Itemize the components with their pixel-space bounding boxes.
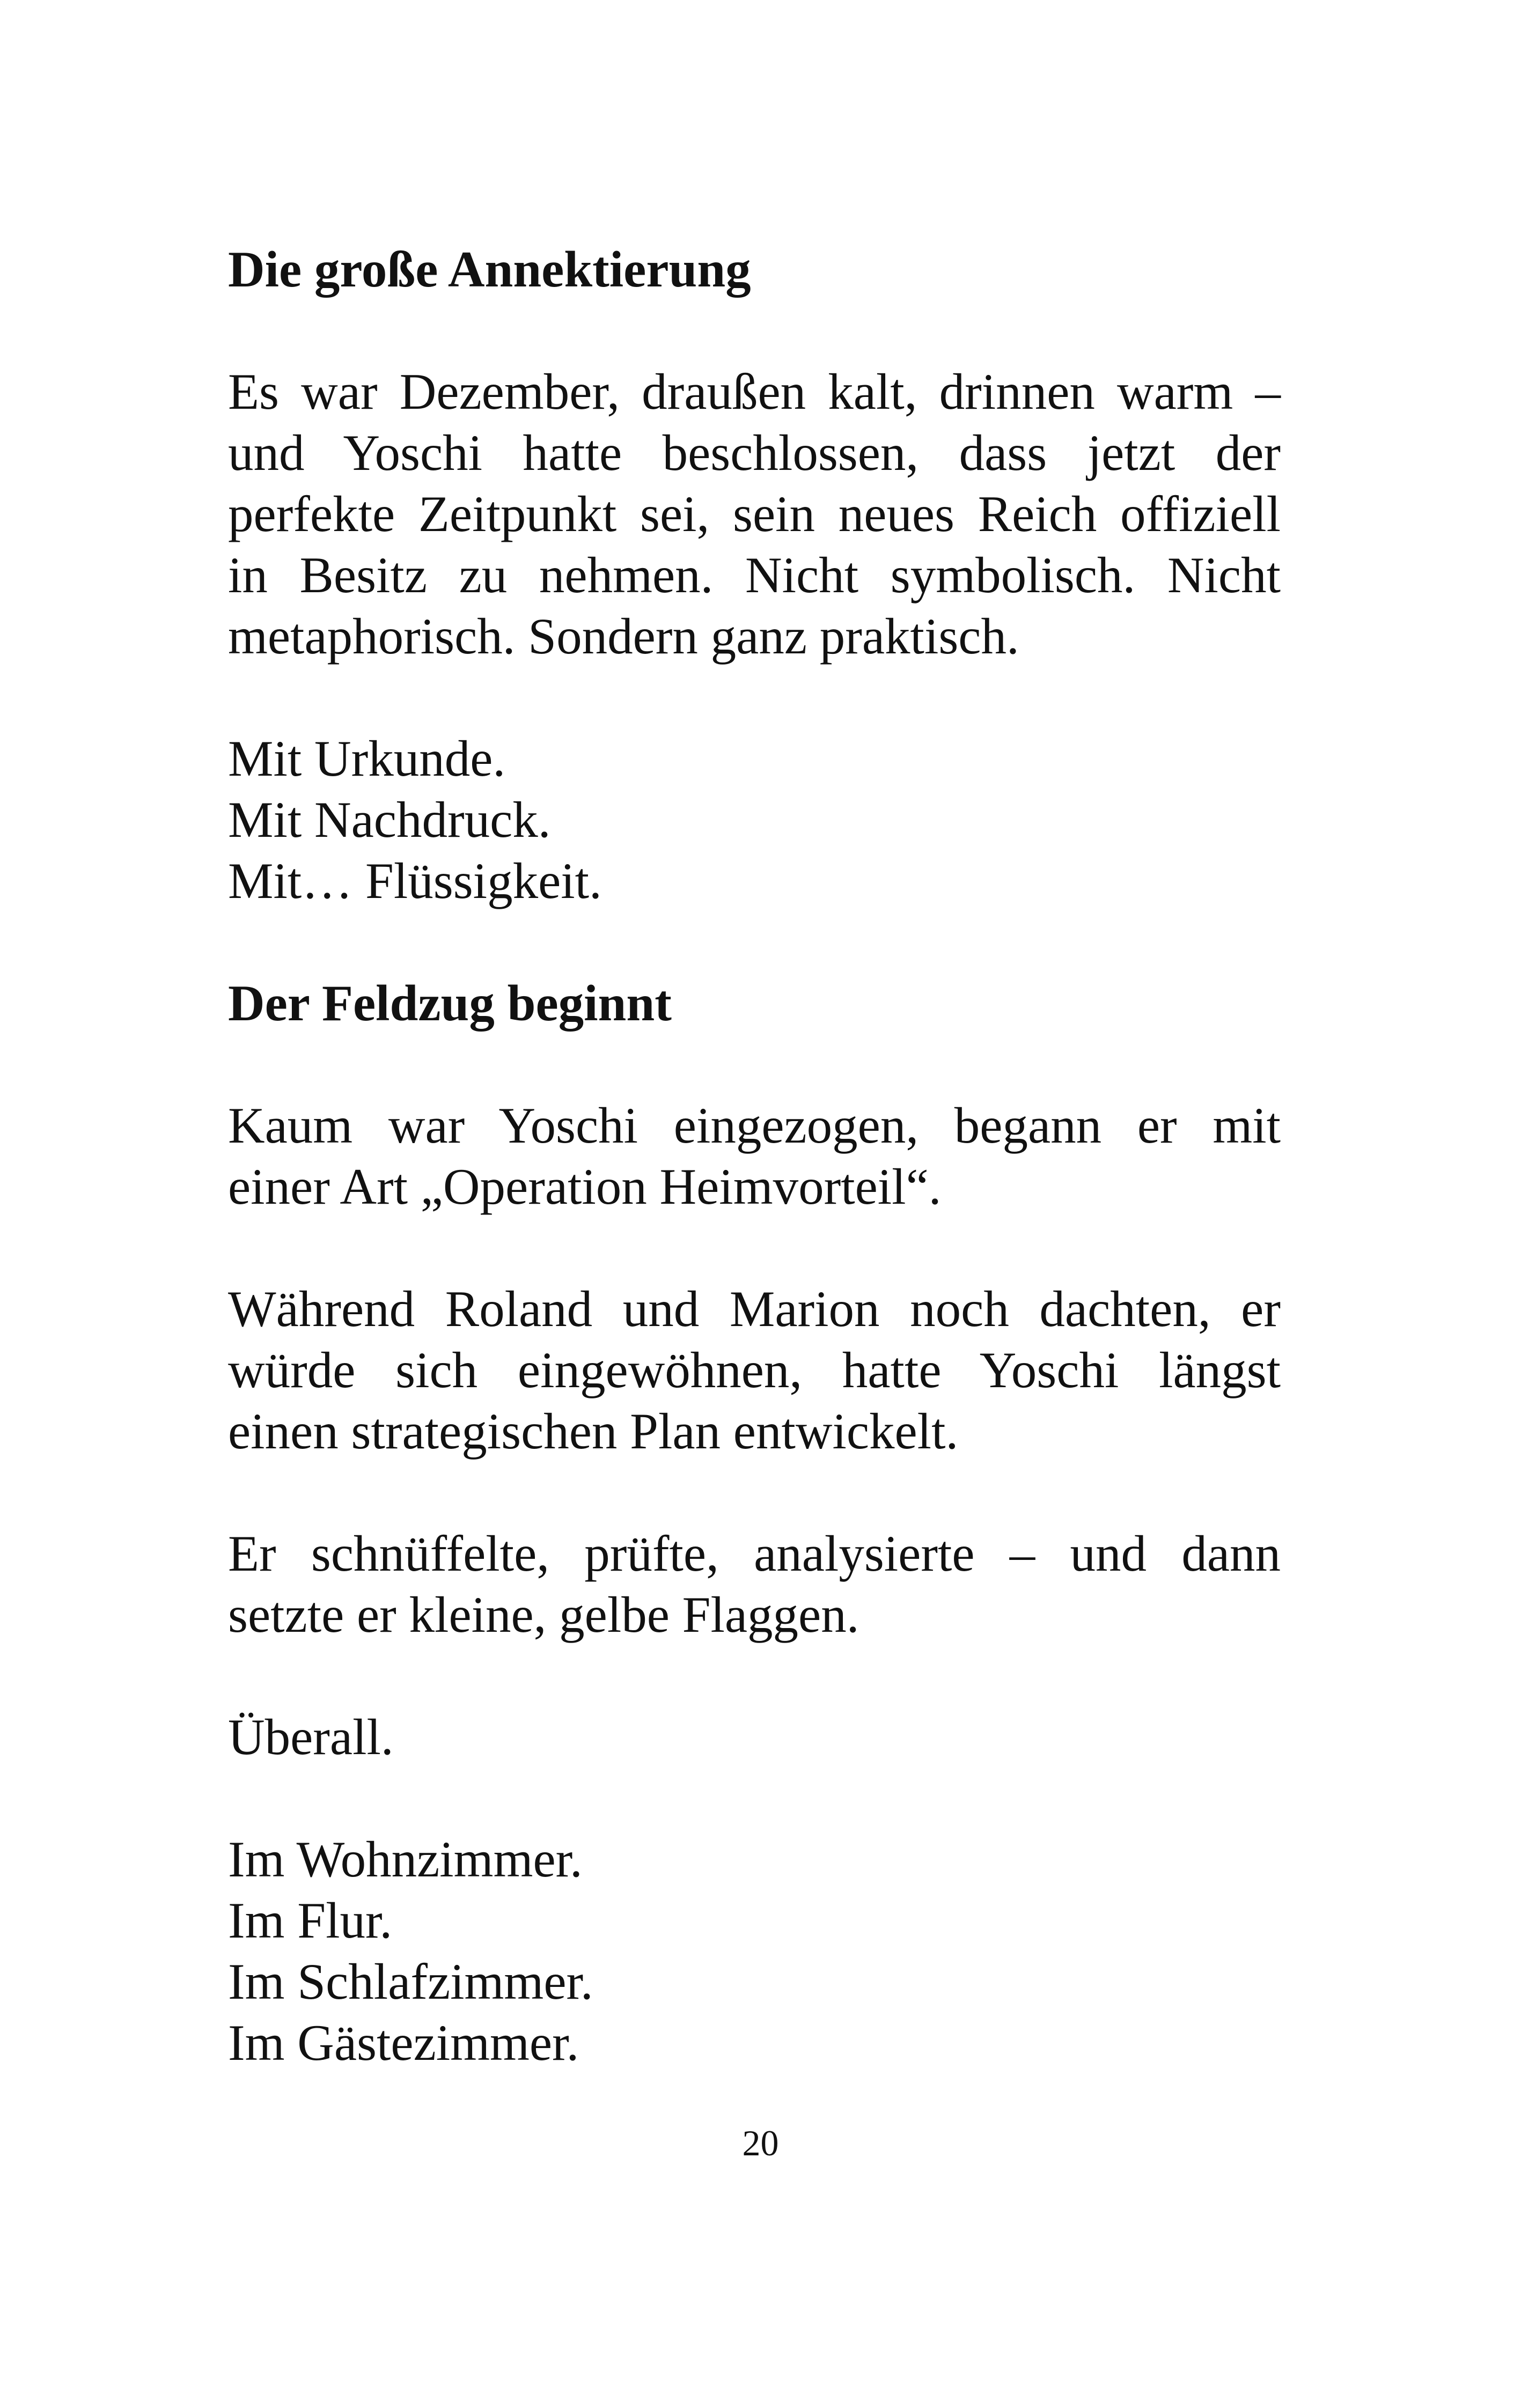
section-heading-feldzug: Der Feldzug beginnt (228, 975, 672, 1032)
text-line: Kaum war Yoschi eingezogen, begann er mit (228, 1097, 1281, 1154)
list-item: Im Gästezimmer. (228, 2014, 579, 2071)
section-heading-annektierung: Die große Annektierung (228, 241, 751, 298)
list-item: Im Flur. (228, 1892, 393, 1949)
paragraph-flaggen (228, 1523, 1281, 1645)
paragraph-plan (228, 1278, 1281, 1462)
list-item: Im Schlafzimmer. (228, 1953, 593, 2010)
list-item: Mit Nachdruck. (228, 791, 551, 848)
list-rooms (228, 1829, 1281, 2073)
text-line: metaphorisch. Sondern ganz praktisch. (228, 608, 1019, 665)
list-item: Im Wohnzimmer. (228, 1831, 583, 1888)
text-line: würde sich eingewöhnen, hatte Yoschi längst (228, 1342, 1281, 1398)
text-line: in Besitz zu nehmen. Nicht symbolisch. Nicht (228, 547, 1281, 603)
paragraph-operation (228, 1095, 1281, 1217)
text-line: Er schnüffelte, prüfte, analysierte – und dann (228, 1525, 1281, 1582)
list-item: Mit Urkunde. (228, 730, 506, 787)
list-item: Mit… Flüssigkeit. (228, 852, 602, 909)
text-line: Es war Dezember, draußen kalt, drinnen warm – (228, 363, 1281, 420)
text-line: perfekte Zeitpunkt sei, sein neues Reich offiziell (228, 485, 1281, 542)
text-line: einen strategischen Plan entwickelt. (228, 1403, 959, 1460)
text-line: Überall. (228, 1709, 394, 1765)
text-line: Während Roland und Marion noch dachten, er (228, 1280, 1281, 1337)
text-line: einer Art „Operation Heimvorteil“. (228, 1158, 942, 1215)
paragraph-intro (228, 361, 1281, 667)
page-number: 20 (742, 2123, 779, 2163)
text-line: setzte er kleine, gelbe Flaggen. (228, 1586, 859, 1643)
paragraph-ueberall (228, 1706, 1281, 1768)
text-line: und Yoschi hatte beschlossen, dass jetzt der (228, 424, 1281, 481)
page-content (228, 239, 1281, 2134)
list-mit (228, 728, 1281, 911)
